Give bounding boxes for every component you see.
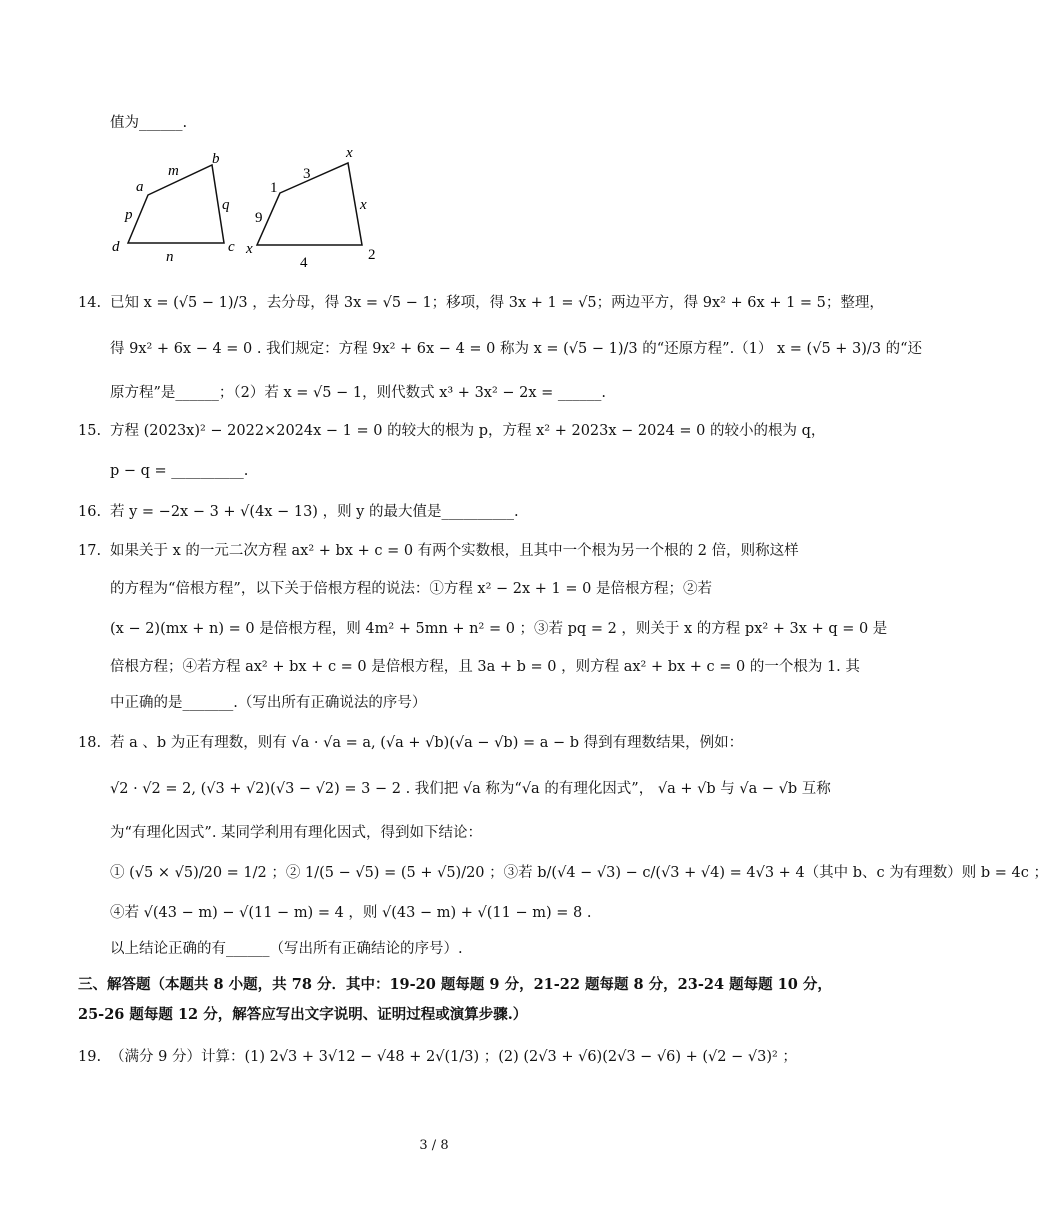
q18-text-5: ④若 √(43 − m) − √(11 − m) = 4 ，则 √(43 − m) + √(11 − m) = 8 . — [110, 905, 592, 921]
q14-text-2: 得 9x² + 6x − 4 = 0 . 我们规定：方程 9x² + 6x − 4 = 0 称为 x = (√5 − 1)/3 的“还原方程”.（1） x = (√5 + 3)/3 的“还 — [110, 341, 923, 357]
q15-text-2: p − q = __________. — [110, 463, 249, 479]
fig-right-label-xr: x — [360, 197, 367, 213]
fig-right-label-2: 2 — [368, 247, 376, 263]
q17-number: 17. — [78, 543, 102, 559]
fig-right-label-xl: x — [246, 241, 253, 257]
q16-line1 — [78, 503, 798, 521]
fig-left-label-m: m — [168, 163, 179, 179]
q17-text-2: 的方程为“倍根方程”，以下关于倍根方程的说法：①方程 x² − 2x + 1 = 0 是倍根方程；②若 — [110, 581, 712, 597]
fig-left-label-q: q — [222, 197, 230, 213]
fig-right-label-3: 3 — [303, 166, 311, 182]
q16-text-1: 若 y = −2x − 3 + √(4x − 13) ，则 y 的最大值是__________. — [110, 504, 519, 520]
fig-right-label-9: 9 — [255, 210, 263, 226]
fig-left-label-p: p — [125, 207, 133, 223]
fig-left-label-a: a — [136, 179, 144, 195]
fig-left-label-d: d — [112, 239, 120, 255]
q19-text-1: （满分 9 分）计算：(1) 2√3 + 3√12 − √48 + 2√(1/3) ；(2) (2√3 + √6)(2√3 − √6) + (√2 − √3)² ； — [110, 1049, 797, 1065]
fig-right-label-top: x — [346, 145, 353, 161]
q18-line1 — [78, 734, 798, 752]
section3-heading-1: 三、解答题（本题共 8 小题，共 78 分．其中：19-20 题每题 9 分，21-22 题每题 8 分，23-24 题每题 10 分， — [78, 976, 832, 993]
quadrilateral-figures — [100, 145, 400, 275]
fig-left-label-b: b — [212, 151, 220, 167]
fig-right-label-1: 1 — [270, 180, 278, 196]
q15-number: 15. — [78, 423, 102, 439]
q18-number: 18. — [78, 735, 102, 751]
q19-line1 — [78, 1048, 798, 1066]
q18-text-6: 以上结论正确的有______（写出所有正确结论的序号）. — [110, 941, 463, 957]
q16-number: 16. — [78, 504, 102, 520]
q18-text-4: ① (√5 × √5)/20 = 1/2 ；② 1/(5 − √5) = (5 + √5)/20 ；③若 b/(√4 − √3) − c/(√3 + √4) = 4√3 + 4（其中 b、c 为有理数）则 b = 4c ； — [110, 865, 1048, 881]
q14-text-3: 原方程”是______；（2）若 x = √5 − 1，则代数式 x³ + 3x² − 2x = ______. — [110, 385, 607, 401]
q15-line1 — [78, 422, 826, 440]
q19-number: 19. — [78, 1049, 102, 1065]
q17-text-3: (x − 2)(mx + n) = 0 是倍根方程，则 4m² + 5mn + n² = 0 ；③若 pq = 2 ，则关于 x 的方程 px² + 3x + q = 0 是 — [110, 621, 888, 637]
q17-line1 — [78, 542, 798, 560]
q15-text-1: 方程 (2023x)² − 2022×2024x − 1 = 0 的较大的根为 p，方程 x² + 2023x − 2024 = 0 的较小的根为 q， — [110, 423, 826, 439]
q14-text-1: 已知 x = (√5 − 1)/3 ，去分母，得 3x = √5 − 1；移项，得 3x + 1 = √5；两边平方，得 9x² + 6x + 1 = 5；整理， — [110, 295, 884, 311]
q17-text-4: 倍根方程；④若方程 ax² + bx + c = 0 是倍根方程，且 3a + b = 0 ，则方程 ax² + bx + c = 0 的一个根为 1. 其 — [110, 659, 860, 675]
q17-text-1: 如果关于 x 的一元二次方程 ax² + bx + c = 0 有两个实数根，且其中一个根为另一个根的 2 倍，则称这样 — [110, 543, 799, 559]
q14-number: 14. — [78, 295, 102, 311]
q17-text-5: 中正确的是_______.（写出所有正确说法的序号） — [110, 695, 427, 711]
q14-line1 — [78, 294, 884, 312]
q18-text-2: √2 · √2 = 2, (√3 + √2)(√3 − √2) = 3 − 2 . 我们把 √a 称为“√a 的有理化因式”， √a + √b 与 √a − √b 互称 — [110, 781, 831, 797]
section3-heading-2: 25-26 题每题 12 分，解答应写出文字说明、证明过程或演算步骤.） — [78, 1006, 528, 1023]
q18-text-1: 若 a 、b 为正有理数，则有 √a · √a = a, (√a + √b)(√a − √b) = a − b 得到有理数结果，例如： — [110, 735, 744, 751]
fig-left-label-c: c — [228, 239, 235, 255]
fig-left-label-n: n — [166, 249, 174, 265]
q13-tail: 值为______. — [110, 115, 188, 131]
page-number: 3 / 8 — [419, 1138, 449, 1153]
q18-text-3: 为“有理化因式”. 某同学利用有理化因式，得到如下结论： — [110, 825, 483, 841]
fig-right-label-4: 4 — [300, 255, 308, 271]
